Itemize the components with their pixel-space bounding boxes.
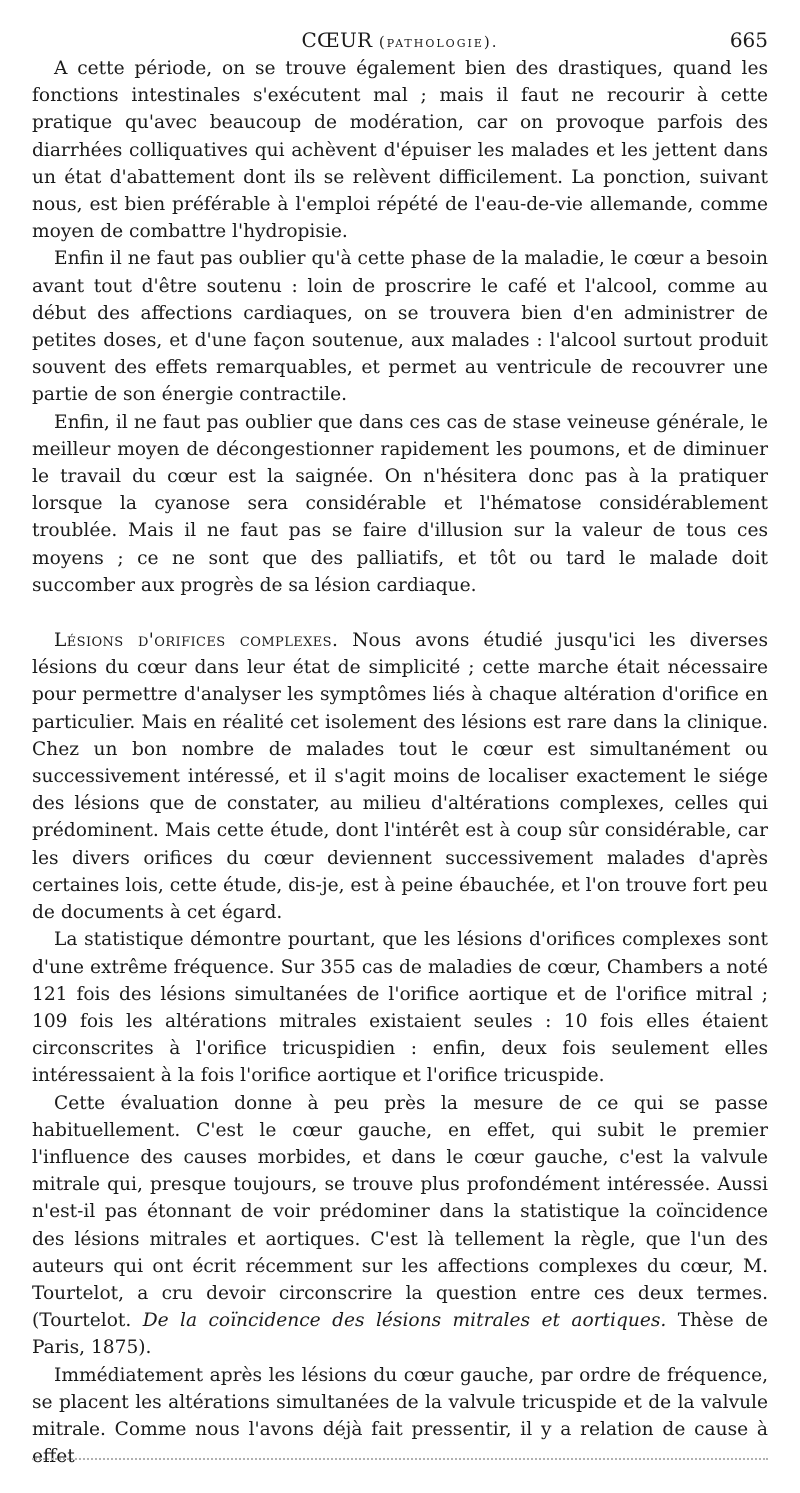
section-paragraph-3 <box>32 1090 768 1362</box>
paragraph-3-end: Thèse de Paris, 1875). <box>32 1310 768 1359</box>
running-title <box>32 25 768 57</box>
header-subtitle: (pathologie). <box>378 33 499 51</box>
page-number: 665 <box>729 28 768 52</box>
section-paragraph-4: Immédiatement après les lésions du cœur gauche, par ordre de fréquence, se placent les altérations simultanées de la valvule tricuspide et de la valvule mitrale. Comme nous l'avons déjà fait pressentir, il y a relation de cause à effet <box>32 1364 768 1468</box>
section-heading: Lésions d'orifices complexes. <box>54 630 339 652</box>
footer-dotted-line <box>32 1458 768 1464</box>
running-header <box>32 25 768 55</box>
section-gap <box>32 599 768 627</box>
body-text <box>32 55 768 1470</box>
section-intro-text: Nous avons étudié jusqu'ici les diverses lésions du cœur dans leur état de simplicité ; cette marche était nécessaire pour permettre d'analyser les symptômes liés à chaque altération d'orifice en particulier. Mais en réalité cet isolement des lésions est rare dans la clinique. Chez un bon nombre de malades tout le cœur est simultanément ou successivement intéressé, et il s'agit moins de localiser exactement le siége des lésions que de constater, au milieu d'altérations complexes, celles qui prédominent. Mais cette étude, dont l'intérêt est à coup sûr considérable, car les divers orifices du cœur deviennent successivement malades d'après certaines lois, cette étude, dis-je, est à peine ébauchée, et l'on trouve fort peu de documents à cet égard. <box>32 630 768 924</box>
paragraph-2: Enfin il ne faut pas oublier qu'à cette phase de la maladie, le cœur a besoin avant tout d'être soutenu : loin de proscrire le café et l'alcool, comme au début des affections cardiaques, on se trouvera bien d'en administrer de petites doses, et d'une façon soutenue, aux malades : l'alcool surtout produit souvent des effets remarquables, et permet au ventricule de recouvrer une partie de son énergie contractile. <box>32 248 768 406</box>
header-title: CŒUR <box>301 28 373 52</box>
thesis-title: De la coïncidence des lésions mitrales et aortiques. <box>142 1310 667 1332</box>
paragraph-3-start: Cette évaluation donne à peu près la mesure de ce qui se passe habituellement. C'est le cœur gauche, en effet, qui subit le premier l'influence des causes morbides, et dans le cœur gauche, c'est la valvule mitrale qui, presque toujours, se trouve plus profondément intéressée. Aussi n'est-il pas étonnant de voir prédominer dans la statistique la coïncidence des lésions mitrales et aortiques. C'est là tellement la règle, que l'un des auteurs qui ont écrit récemment sur les affections complexes du cœur, M. Tourtelot, a cru devoir circonscrire la question entre ces deux termes. (Tourtelot. <box>32 1092 768 1332</box>
paragraph-1: A cette période, on se trouve également bien des drastiques, quand les fonctions intestinales s'exécutent mal ; mais il faut ne recourir à cette pratique qu'avec beaucoup de modération, car on provoque parfois des diarrhées colliquatives qui achèvent d'épuiser les malades et les jettent dans un état d'abattement dont ils se relèvent difficilement. La ponction, suivant nous, est bien préférable à l'emploi répété de l'eau-de-vie allemande, comme moyen de combattre l'hydropisie. <box>32 58 768 243</box>
page <box>32 25 768 1470</box>
paragraph-3: Enfin, il ne faut pas oublier que dans ces cas de stase veineuse générale, le meilleur moyen de décongestionner rapidement les poumons, et de diminuer le travail du cœur est la saignée. On n'hésitera donc pas à la pratiquer lorsque la cyanose sera considérable et l'hématose considérablement troublée. Mais il ne faut pas se faire d'illusion sur la valeur de tous ces moyens ; ce ne sont que des palliatifs, et tôt ou tard le malade doit succomber aux progrès de sa lésion cardiaque. <box>32 411 768 596</box>
section-paragraph-2: La statistique démontre pourtant, que les lésions d'orifices complexes sont d'une extrême fréquence. Sur 355 cas de maladies de cœur, Chambers a noté 121 fois des lésions simultanées de l'orifice aortique et de l'orifice mitral ; 109 fois les altérations mitrales existaient seules : 10 fois elles étaient circonscrites à l'orifice tricuspidien : enfin, deux fois seulement elles intéressaient à la fois l'orifice aortique et l'orifice tricuspide. <box>32 929 768 1087</box>
section-paragraph-1 <box>32 627 768 926</box>
